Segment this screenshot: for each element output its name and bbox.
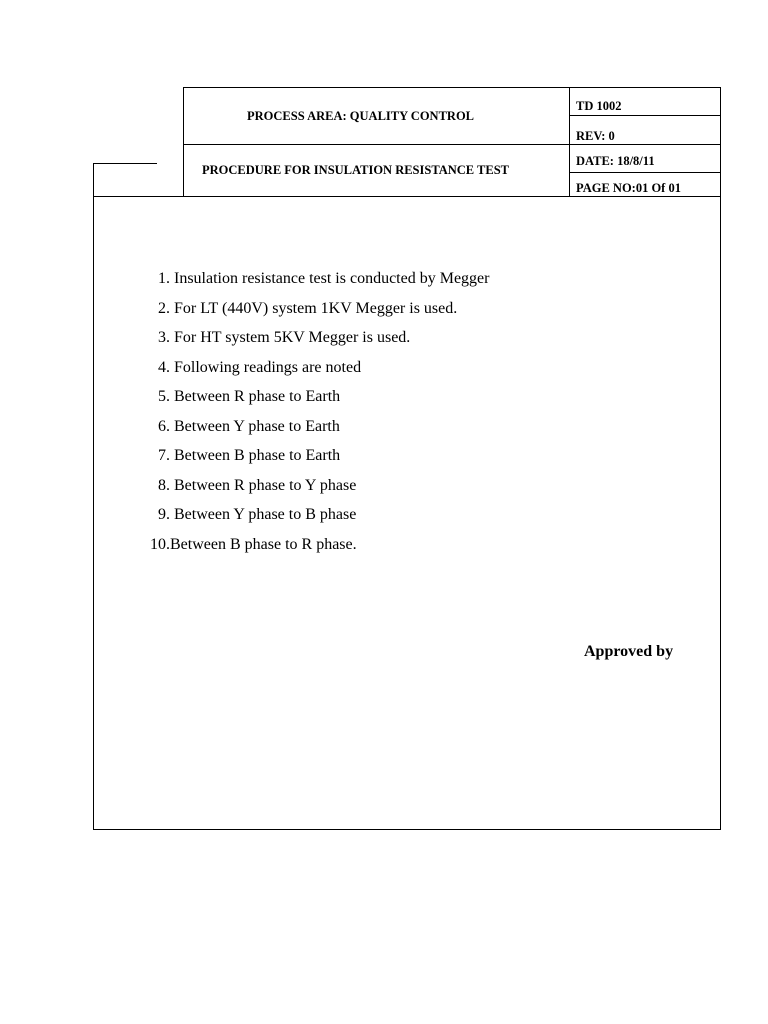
list-item: 4. Following readings are noted xyxy=(158,358,362,376)
revision: REV: 0 xyxy=(576,129,615,143)
procedure-title: PROCEDURE FOR INSULATION RESISTANCE TEST xyxy=(202,163,510,177)
approved-by-label: Approved by xyxy=(584,643,674,660)
side-row-divider-2 xyxy=(569,172,721,173)
procedure-steps-list xyxy=(144,264,489,559)
body-left-border xyxy=(93,163,94,830)
list-item: 7. Between B phase to Earth xyxy=(158,447,341,464)
header-top-border xyxy=(183,87,721,88)
header-middle-border xyxy=(183,144,721,145)
header-bottom-border xyxy=(93,196,721,197)
header-left-stub xyxy=(93,163,157,164)
list-item: 3. For HT system 5KV Megger is used. xyxy=(158,329,411,346)
list-item: 1. Insulation resistance test is conducted by Megger xyxy=(158,270,490,287)
page-number: PAGE NO:01 Of 01 xyxy=(576,181,681,195)
list-item: 6. Between Y phase to Earth xyxy=(158,417,340,435)
list-item: 8. Between R phase to Y phase xyxy=(158,476,357,494)
side-row-divider-1 xyxy=(569,115,721,116)
list-item: 9. Between Y phase to B phase xyxy=(158,506,357,523)
header-left-border xyxy=(183,87,184,197)
header-side-column-border xyxy=(569,87,570,197)
body-bottom-border xyxy=(93,829,721,830)
process-area-label: PROCESS AREA: QUALITY CONTROL xyxy=(247,109,475,123)
list-item: 10. Between B phase to R phase. xyxy=(150,535,357,553)
list-item: 2. For LT (440V) system 1KV Megger is used. xyxy=(158,299,458,317)
date: DATE: 18/8/11 xyxy=(576,154,655,168)
list-item: 5. Between R phase to Earth xyxy=(158,388,341,405)
doc-number: TD 1002 xyxy=(576,99,622,113)
body-right-border xyxy=(720,87,721,830)
